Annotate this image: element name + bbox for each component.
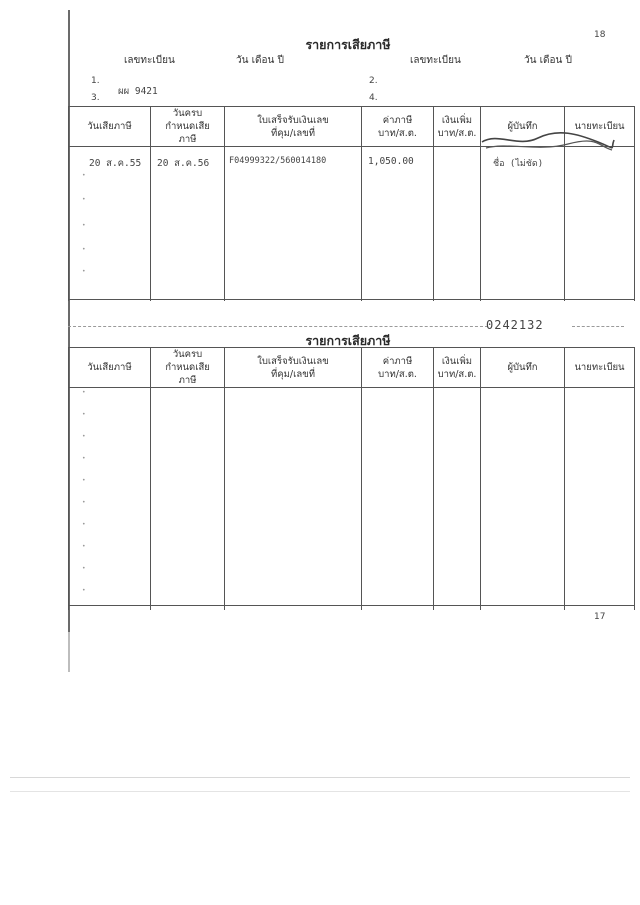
line-number-1: 1. [91,76,100,86]
line-number-4: 4. [369,93,378,103]
page-number-bottom: 17 [594,612,606,622]
line-number-3: 3. [91,93,100,103]
label-reg-no-right: เลขทะเบียน [410,55,461,66]
section-title-top: รายการเสียภาษี [305,37,391,52]
col-header-pay-date: วันเสียภาษี [69,348,151,388]
col-header-due-date: วันครบกำหนดเสียภาษี [151,107,225,147]
col-header-pay-date: วันเสียภาษี [69,107,151,147]
table-bottom-border-bottom [68,605,634,606]
table-bottom-border-top [68,299,634,300]
cell-tax: 1,050.00 [362,147,434,301]
row-tick: • [82,477,86,484]
col-header-receipt: ใบเสร็จรับเงินเลขที่คุม/เลขที่ [225,107,362,147]
signature-scribble [478,128,618,160]
label-reg-no-left: เลขทะเบียน [124,55,175,66]
label-date-left: วัน เดือน ปี [236,55,284,66]
table-row [69,147,635,301]
col-header-due-date: วันครบกำหนดเสียภาษี [151,348,225,388]
scan-line [10,791,630,792]
row-tick: • [82,455,86,462]
row-tick: • [82,565,86,572]
col-header-registrar: นายทะเบียน [565,107,635,147]
cell-surcharge [434,147,481,301]
cell-recorder: ชื่อ (ไม่ชัด) [481,147,565,301]
row-tick: • [82,246,86,253]
row-tick: • [82,389,86,396]
col-header-surcharge: เงินเพิ่มบาท/ส.ต. [434,107,481,147]
row-tick: • [82,521,86,528]
page-number-top: 18 [594,30,606,40]
col-header-receipt: ใบเสร็จรับเงินเลขที่คุม/เลขที่ [225,348,362,388]
row-tick: • [82,433,86,440]
col-header-recorder: ผู้บันทึก [481,348,565,388]
table-row [69,388,635,610]
plate-value: ผผ 9421 [118,86,158,97]
row-tick: • [82,196,86,203]
col-header-registrar: นายทะเบียน [565,348,635,388]
line-number-2: 2. [369,76,378,86]
row-tick: • [82,499,86,506]
row-tick: • [82,222,86,229]
cell-registrar [565,147,635,301]
label-date-right: วัน เดือน ปี [524,55,572,66]
cell-due-date: 20 ส.ค.56 [151,147,225,301]
scan-edge-artifact [68,632,70,672]
cell-pay-date: 20 ส.ค.55 [69,147,151,301]
col-header-recorder: ผู้บันทึก [481,107,565,147]
row-tick: • [82,172,86,179]
row-tick: • [82,411,86,418]
col-header-surcharge: เงินเพิ่มบาท/ส.ต. [434,348,481,388]
scan-line [10,777,630,778]
col-header-tax: ค่าภาษีบาท/ส.ต. [362,107,434,147]
col-header-tax: ค่าภาษีบาท/ส.ต. [362,348,434,388]
cell-receipt: F04999322/560014180 [225,147,362,301]
section-title-bottom: รายการเสียภาษี [305,333,391,348]
perforation-line-right [572,326,624,327]
row-tick: • [82,268,86,275]
row-tick: • [82,543,86,550]
stamp-number: 0242132 [486,318,544,332]
tax-table-bottom [68,347,635,610]
perforation-line [68,326,488,327]
row-tick: • [82,587,86,594]
